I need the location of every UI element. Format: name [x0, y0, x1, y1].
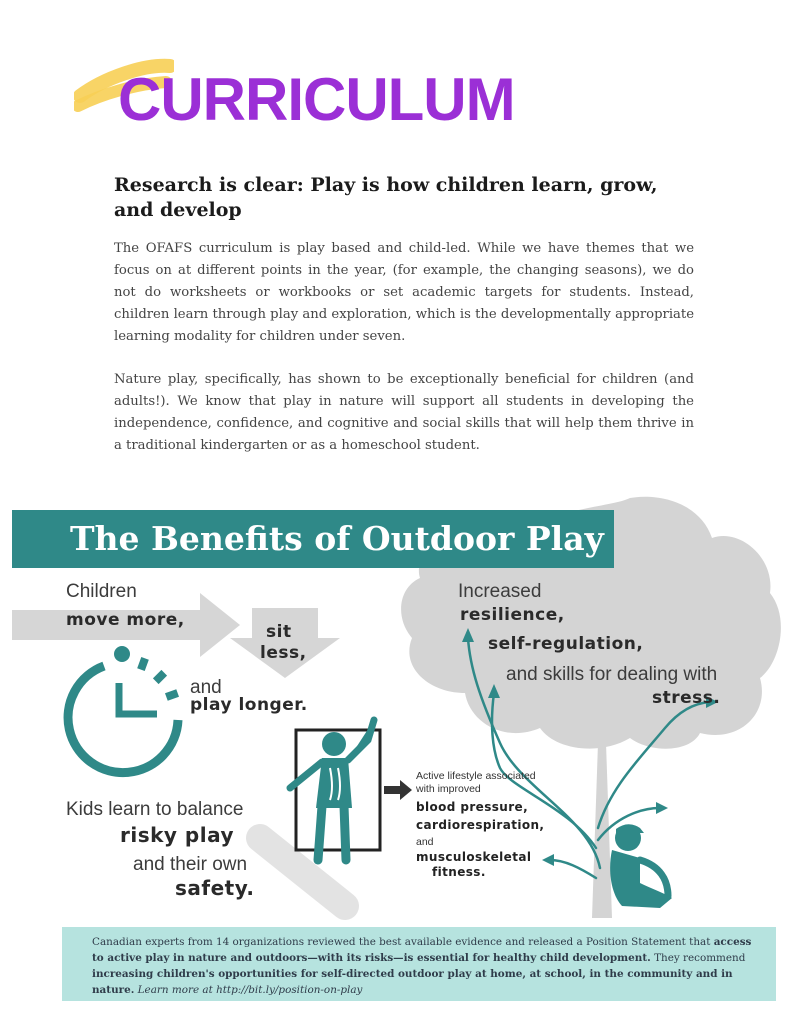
- section-heading: Research is clear: Play is how children learn, grow, and develop: [114, 174, 658, 221]
- callout-text: [92, 934, 752, 998]
- label-safety: safety.: [175, 876, 255, 900]
- label-self-regulation: self-regulation,: [488, 634, 644, 654]
- label-active-1: Active lifestyle associated: [416, 770, 536, 782]
- callout-bold-1: access to active play in nature and outdoors—with its risks—is essential for healthy child development.: [92, 936, 752, 964]
- callout-text-1: Canadian experts from 14 organizations reviewed the best available evidence and released a Position Statement that: [92, 936, 714, 948]
- label-skills-stress: and skills for dealing with: [506, 664, 718, 685]
- climbing-child-icon: [290, 720, 374, 860]
- callout-learn-more-link[interactable]: Learn more at http://bit.ly/position-on-play: [134, 984, 363, 996]
- label-cardio: cardiorespiration,: [416, 818, 545, 832]
- callout-bold-2: increasing children's opportunities for self-directed outdoor play at home, at school, in the community and in nature.: [92, 968, 733, 996]
- label-resilience: resilience,: [460, 605, 565, 625]
- label-kids-learn: Kids learn to balance: [66, 799, 244, 820]
- label-move-more: move more,: [66, 610, 185, 630]
- label-stress: stress.: [652, 688, 721, 708]
- infographic-title: The Benefits of Outdoor Play: [70, 519, 604, 558]
- label-children: Children: [66, 581, 137, 602]
- label-play-longer: play longer.: [190, 695, 308, 715]
- label-less: less,: [260, 643, 307, 663]
- page-title: CURRICULUM: [118, 66, 515, 133]
- label-musculo: musculoskeletal: [416, 850, 532, 864]
- paragraph-nature-play: Nature play, specifically, has shown to be exceptionally beneficial for children (and adults!). We know that play in nature will support all students in developing the independence, confidence, and cognitive and social skills that will help them thrive in a traditional kindergarten or as a homeschool student.: [114, 372, 694, 453]
- label-their-own: and their own: [133, 854, 248, 875]
- label-risky-play: risky play: [120, 823, 235, 847]
- clock-icon: [68, 646, 179, 773]
- label-fitness: fitness.: [432, 865, 486, 879]
- label-blood-pressure: blood pressure,: [416, 800, 529, 814]
- label-sit: sit: [266, 622, 292, 642]
- paragraph-curriculum: The OFAFS curriculum is play based and child-led. While we have themes that we focus on at different points in the year, (for example, the changing seasons), we do not do worksheets or workbooks or set academic targets for students. Instead, children learn through play and exploration, which is the developmentally appropriate learning modality for children under seven.: [114, 241, 694, 344]
- label-active-2: with improved: [416, 783, 481, 795]
- label-and: and: [190, 677, 222, 698]
- callout-text-2: They recommend: [650, 952, 746, 964]
- label-and-small: and: [416, 836, 434, 848]
- sitting-child-icon: [610, 824, 672, 908]
- label-increased: Increased: [458, 581, 542, 602]
